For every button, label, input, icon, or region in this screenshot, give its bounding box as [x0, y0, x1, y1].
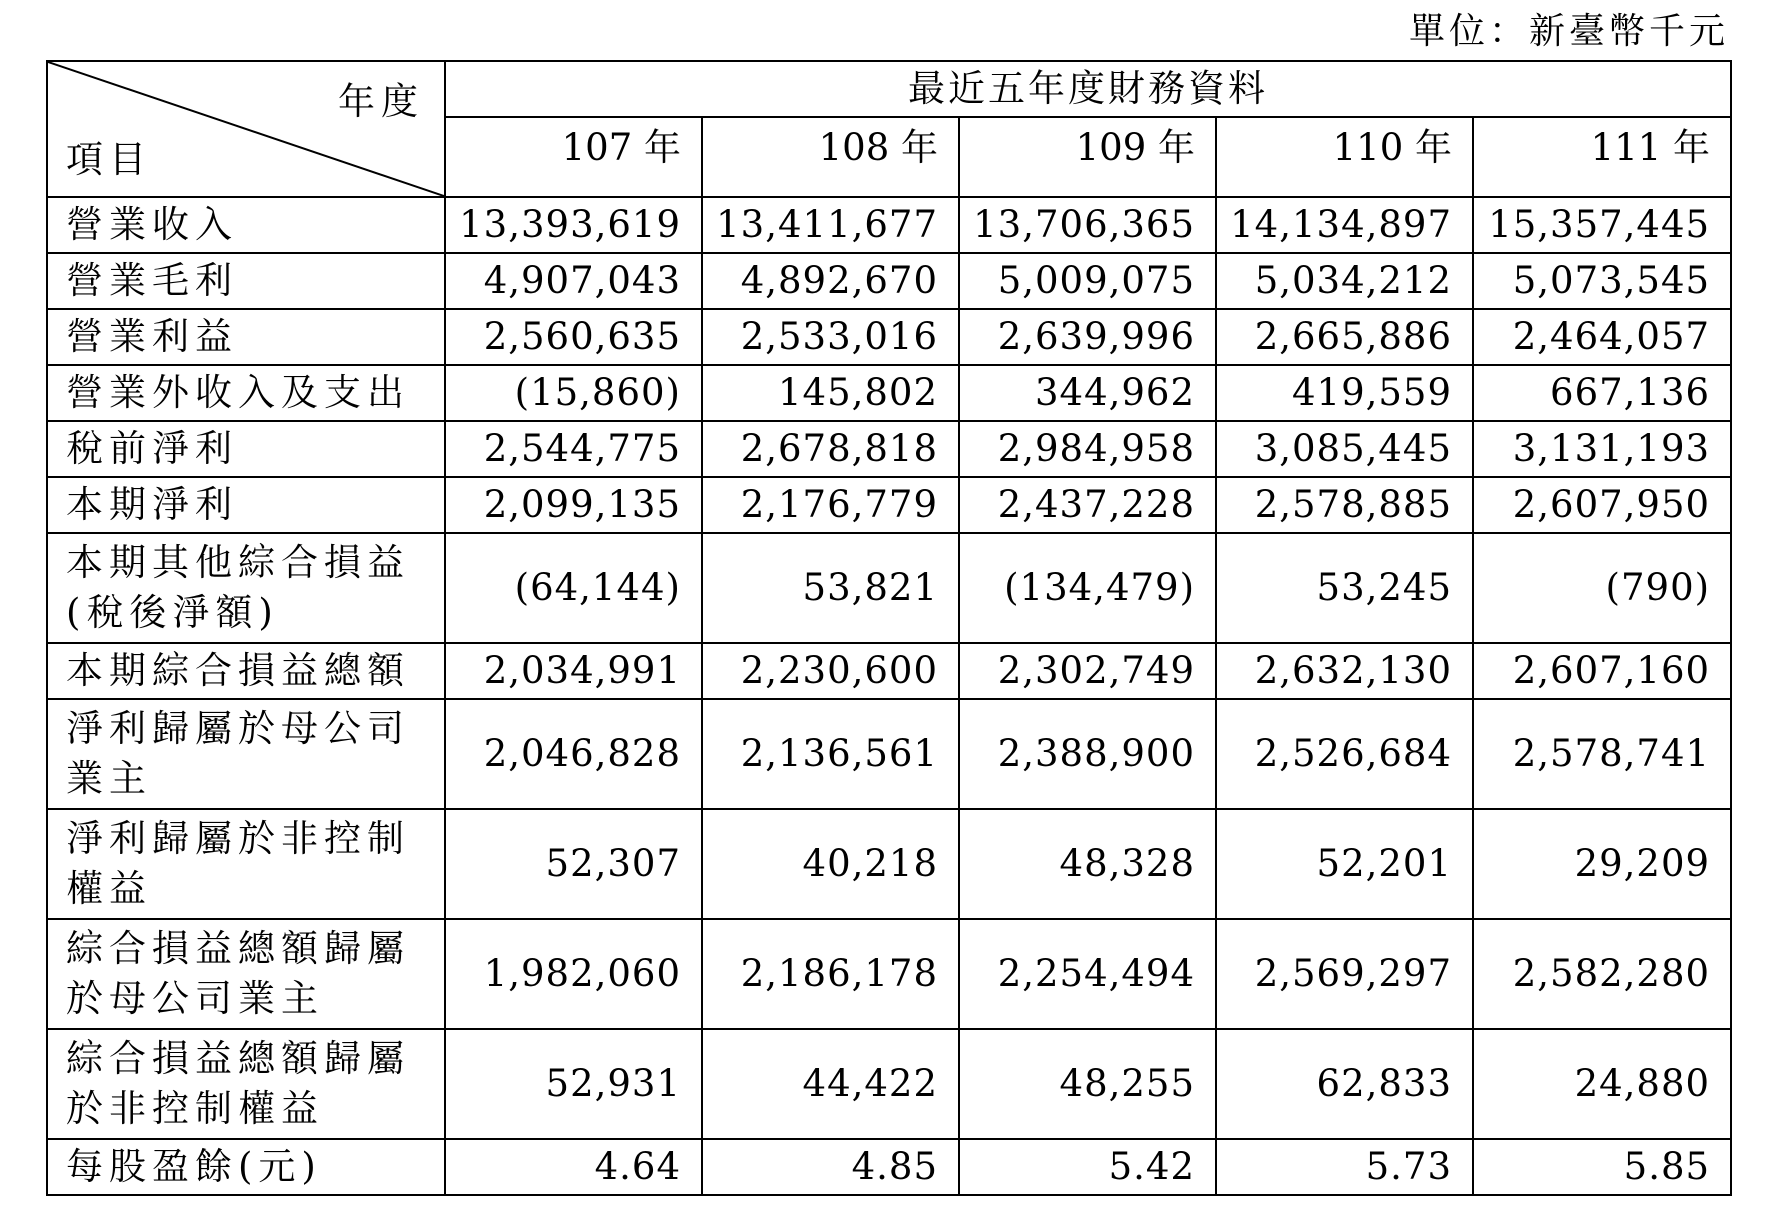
value-cell: 29,209 — [1473, 809, 1731, 919]
row-label-line: 淨利歸屬於母公司 — [66, 707, 410, 750]
value-cell: 48,328 — [959, 809, 1216, 919]
row-label — [47, 421, 445, 477]
year-header-108: 108 年 — [702, 117, 959, 197]
row-label-line: 營業利益 — [66, 315, 238, 358]
value-cell: 3,085,445 — [1216, 421, 1473, 477]
year-header-109: 109 年 — [959, 117, 1216, 197]
value-cell: 2,034,991 — [445, 643, 702, 699]
value-cell: 62,833 — [1216, 1029, 1473, 1139]
row-label — [47, 253, 445, 309]
value-cell: 2,099,135 — [445, 477, 702, 533]
row-label — [47, 699, 445, 809]
value-cell: (134,479) — [959, 533, 1216, 643]
unit-label: 單位：新臺幣千元 — [1408, 11, 1729, 52]
value-cell: 2,578,885 — [1216, 477, 1473, 533]
value-cell: 2,678,818 — [702, 421, 959, 477]
value-cell: 2,560,635 — [445, 309, 702, 365]
table-row — [47, 197, 1731, 253]
value-cell: 5.85 — [1473, 1139, 1731, 1195]
row-label-line: 權益 — [66, 867, 152, 910]
value-cell: 4,892,670 — [702, 253, 959, 309]
value-cell: 14,134,897 — [1216, 197, 1473, 253]
value-cell: 4,907,043 — [445, 253, 702, 309]
value-cell: 13,411,677 — [702, 197, 959, 253]
value-cell: 2,176,779 — [702, 477, 959, 533]
value-cell: 15,357,445 — [1473, 197, 1731, 253]
row-label — [47, 309, 445, 365]
value-cell: (15,860) — [445, 365, 702, 421]
value-cell: 5.73 — [1216, 1139, 1473, 1195]
row-label-line: 本期淨利 — [66, 483, 238, 526]
year-header-111: 111 年 — [1473, 117, 1731, 197]
value-cell: 2,544,775 — [445, 421, 702, 477]
value-cell: 4.85 — [702, 1139, 959, 1195]
value-cell: 145,802 — [702, 365, 959, 421]
value-cell: 667,136 — [1473, 365, 1731, 421]
row-label-line: 綜合損益總額歸屬 — [66, 927, 410, 970]
value-cell: 52,931 — [445, 1029, 702, 1139]
value-cell: 2,639,996 — [959, 309, 1216, 365]
row-label-line: (稅後淨額) — [66, 591, 279, 634]
table-row — [47, 699, 1731, 809]
value-cell: 344,962 — [959, 365, 1216, 421]
row-label-line: 營業收入 — [66, 203, 238, 246]
row-label — [47, 919, 445, 1029]
value-cell: 52,307 — [445, 809, 702, 919]
year-header-110: 110 年 — [1216, 117, 1473, 197]
value-cell: 40,218 — [702, 809, 959, 919]
row-label-line: 淨利歸屬於非控制 — [66, 817, 410, 860]
table-row — [47, 309, 1731, 365]
value-cell: 48,255 — [959, 1029, 1216, 1139]
value-cell: 2,046,828 — [445, 699, 702, 809]
value-cell: 5,073,545 — [1473, 253, 1731, 309]
value-cell: 13,393,619 — [445, 197, 702, 253]
value-cell: 2,230,600 — [702, 643, 959, 699]
value-cell: 2,569,297 — [1216, 919, 1473, 1029]
row-label — [47, 809, 445, 919]
row-label — [47, 197, 445, 253]
value-cell: 2,607,160 — [1473, 643, 1731, 699]
value-cell: 419,559 — [1216, 365, 1473, 421]
value-cell: 53,821 — [702, 533, 959, 643]
table-row — [47, 365, 1731, 421]
table-row — [47, 809, 1731, 919]
value-cell: 2,254,494 — [959, 919, 1216, 1029]
year-header-107: 107 年 — [445, 117, 702, 197]
table-row — [47, 253, 1731, 309]
row-label-line: 每股盈餘(元) — [66, 1145, 322, 1188]
value-cell: 52,201 — [1216, 809, 1473, 919]
group-title: 最近五年度財務資料 — [445, 61, 1731, 117]
value-cell: 2,632,130 — [1216, 643, 1473, 699]
value-cell: 53,245 — [1216, 533, 1473, 643]
row-label-line: 稅前淨利 — [66, 427, 238, 470]
value-cell: 44,422 — [702, 1029, 959, 1139]
value-cell: (64,144) — [445, 533, 702, 643]
value-cell: 5,009,075 — [959, 253, 1216, 309]
row-label-line: 於非控制權益 — [66, 1087, 324, 1130]
value-cell: 2,533,016 — [702, 309, 959, 365]
header-row-group — [47, 61, 1731, 117]
row-label-line: 營業外收入及支出 — [66, 371, 410, 414]
row-label-line: 於母公司業主 — [66, 977, 324, 1020]
value-cell: 4.64 — [445, 1139, 702, 1195]
value-cell: 2,437,228 — [959, 477, 1216, 533]
value-cell: 13,706,365 — [959, 197, 1216, 253]
financial-table — [46, 60, 1732, 1196]
value-cell: 24,880 — [1473, 1029, 1731, 1139]
row-label-line: 業主 — [66, 757, 152, 800]
row-label-line: 本期綜合損益總額 — [66, 649, 410, 692]
corner-item-label: 項目 — [66, 138, 152, 181]
table-row — [47, 919, 1731, 1029]
row-label-line: 營業毛利 — [66, 259, 238, 302]
value-cell: 2,136,561 — [702, 699, 959, 809]
value-cell: 5,034,212 — [1216, 253, 1473, 309]
value-cell: 2,464,057 — [1473, 309, 1731, 365]
row-label-line: 綜合損益總額歸屬 — [66, 1037, 410, 1080]
corner-header-cell — [47, 61, 445, 197]
table-row — [47, 533, 1731, 643]
value-cell: 2,388,900 — [959, 699, 1216, 809]
row-label — [47, 643, 445, 699]
table-row — [47, 1139, 1731, 1195]
row-label — [47, 533, 445, 643]
row-label — [47, 1139, 445, 1195]
corner-year-label: 年度 — [338, 80, 424, 123]
table-row — [47, 643, 1731, 699]
value-cell: 2,578,741 — [1473, 699, 1731, 809]
value-cell: 2,582,280 — [1473, 919, 1731, 1029]
row-label-line: 本期其他綜合損益 — [66, 541, 410, 584]
value-cell: 2,186,178 — [702, 919, 959, 1029]
value-cell: 2,984,958 — [959, 421, 1216, 477]
value-cell: 2,607,950 — [1473, 477, 1731, 533]
value-cell: 2,526,684 — [1216, 699, 1473, 809]
table-row — [47, 1029, 1731, 1139]
table-row — [47, 477, 1731, 533]
value-cell: 3,131,193 — [1473, 421, 1731, 477]
value-cell: 5.42 — [959, 1139, 1216, 1195]
row-label — [47, 1029, 445, 1139]
value-cell: (790) — [1473, 533, 1731, 643]
row-label — [47, 365, 445, 421]
value-cell: 2,302,749 — [959, 643, 1216, 699]
row-label — [47, 477, 445, 533]
value-cell: 1,982,060 — [445, 919, 702, 1029]
table-row — [47, 421, 1731, 477]
value-cell: 2,665,886 — [1216, 309, 1473, 365]
